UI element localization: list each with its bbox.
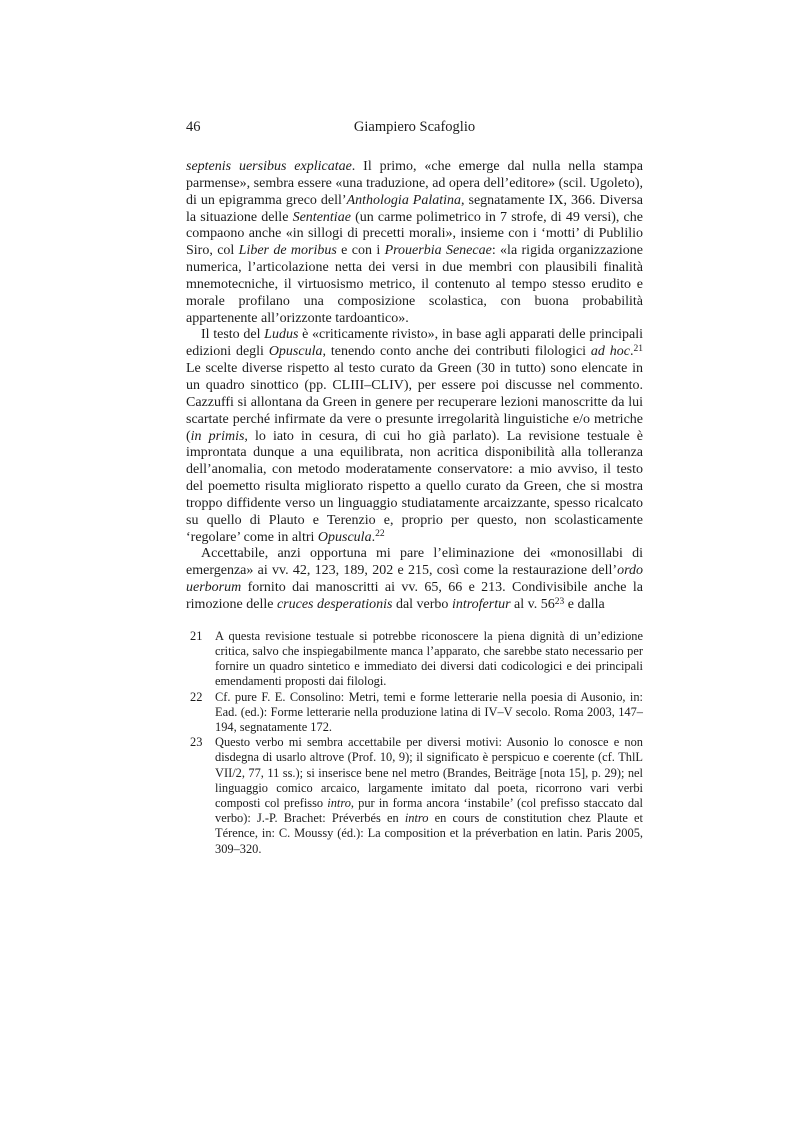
body-paragraph: septenis uersibus explicatae. Il primo, «che emerge dal nulla nella stampa parmense», sembra essere «una traduzione, ad opera dell’editore» (scil. Ugoleto), di un epigramma greco dell’Anthologia Palatina, segnatamente IX, 366. Diversa la situazione delle Sententiae (un carme polimetrico in 7 strofe, di 49 versi), che compaono anche «in sillogi di precetti morali», insieme con i ‘motti’ di Publilio Siro, col Liber de moribus e con i Prouerbia Senecae: «la rigida organizzazione numerica, l’articolazione netta dei versi in due membri con plausibili finalità mnemotecniche, il virtuosismo metrico, il contenuto al tempo stesso erudito e morale profilano una composizione scolastica, con buona probabilità appartenente all’orizzonte tardoantico».	[186, 159, 644, 326]
body-paragraph: Accettabile, anzi opportuna mi pare l’eliminazione dei «monosillabi di emergenza» ai vv. 42, 123, 189, 202 e 215, così come la restaurazione dell’ordo uerborum fornito dai manoscritti ai vv. 65, 66 e 213. Condivisibile anche la rimozione delle cruces desperationis dal verbo introfertur al v. $56^{23}$ e dalla	[186, 546, 643, 612]
article-body	[186, 159, 643, 614]
body-paragraph: Il testo del Ludus è «criticamente rivisto», in base agli apparati delle principali edizioni degli Opuscula, tenendo conto anche dei contributi filologici ad hoc.$^{21}$ Le scelte diverse rispetto al testo curato da Green (30 in tutto) sono elencate in un quadro sinottico (pp. CLIII–CLIV), per essere poi discusse nel commento. Cazzuffi si allontana da Green in genere per recuperare lezioni manoscritte da lui scartate perché infirmate da vere o presunte irregolarità linguistiche e/o metriche (in primis, lo iato in cesura, di cui ho già parlato). La revisione testuale è improntata dunque a una equilibrata, non acritica disponibilità alla tolleranza dell’anomalia, con metodo moderatamente conservatore: a mio avviso, il testo del poemetto risulta migliorato rispetto a quello curato da Green, che si mostra troppo diffidente verso un linguaggio studiatamente arcaizzante, spesso ricalcato su quello di Plauto e Terenzio e, proprio per questo, non scolasticamente ‘regolare’ come in altri Opuscula.$^{22}$	[186, 327, 643, 545]
page-number: 46	[186, 119, 201, 135]
running-head-author: Giampiero Scafoglio	[353, 119, 476, 135]
footnote-number: 22	[190, 689, 203, 704]
footnote	[186, 629, 643, 690]
footnote-number: 21	[190, 628, 203, 643]
footnote-text: Cf. pure F. E. Consolino: Metri, temi e forme letterarie nella poesia di Ausonio, in: Ead. (ed.): Forme letterarie nella produzione latina di IV–V secolo. Roma 2003, 147–194, segnatamente 172.	[215, 689, 643, 734]
footnotes-block	[186, 629, 643, 857]
text-column	[186, 119, 643, 857]
footnote-text: Questo verbo mi sembra accettabile per diversi motivi: Ausonio lo conosce e non disdegna di usarlo altrove (Prof. 10, 9); il significato è perspicuo e coerente (cf. ThlL VII/2, 77, 11 ss.); si inserisce bene nel metro (Brandes, Beiträge [nota 15], p. 29); nel linguaggio comico arcaico, largamente imitato dal poeta, ricorrono vari verbi composti col prefisso intro, pur in forma ancora ‘instabile’ (col prefisso staccato dal verbo): J.-P. Brachet: Préverbés en intro en cours de constitution chez Plaute et Térence, in: C. Moussy (éd.): La composition et la préverbation en latin. Paris 2005, 309–320.	[215, 735, 643, 856]
running-header	[186, 119, 643, 137]
footnote-number: 23	[190, 735, 203, 750]
footnote-text: A questa revisione testuale si potrebbe riconoscere la piena dignità di un’edizione critica, salvo che inspiegabilmente manca l’apparato, che sarebbe stato necessario per fornire un quadro sintetico e immediato dei diversi dati codicologici e dei principali emendamenti proposti dai filologi.	[215, 628, 643, 689]
footnote	[186, 735, 643, 857]
footnote	[186, 690, 643, 736]
